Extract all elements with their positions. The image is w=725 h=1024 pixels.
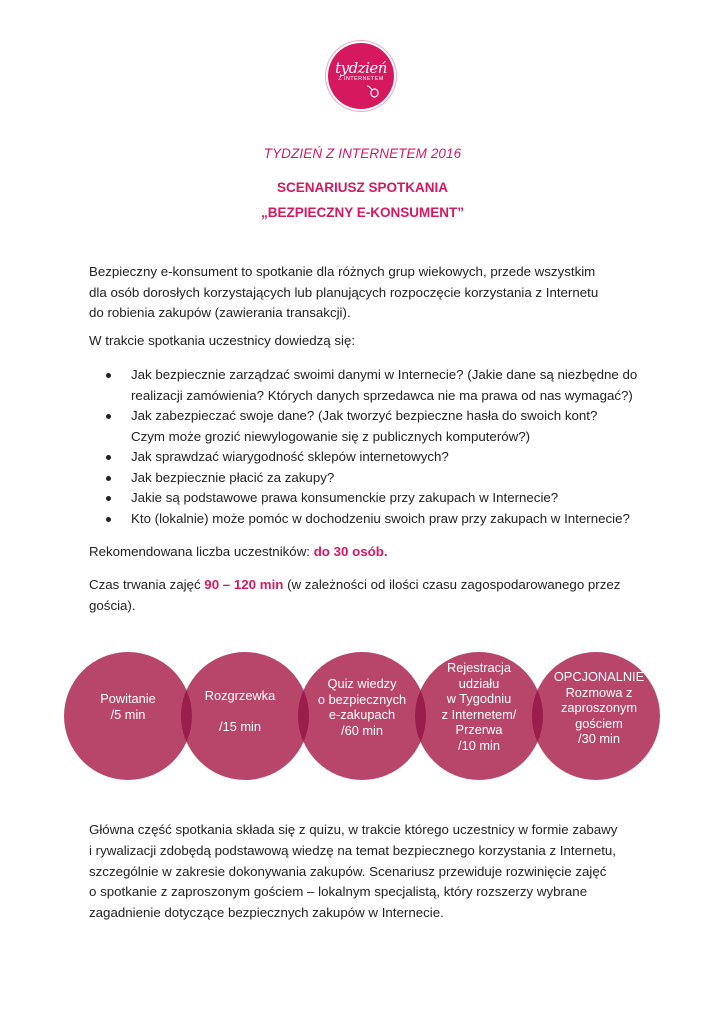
- stage-label: OPCJONALNIE Rozmowa z zaproszonym gościem /30 min: [553, 669, 645, 746]
- stage-label: Quiz wiedzy o bezpiecznych e-zakupach /60 min: [317, 676, 407, 738]
- duration-rest: gościa).: [89, 597, 136, 613]
- summary-line: i rywalizacji zdobędą podstawową wiedzę na temat bezpiecznego korzystania z Internetu,: [89, 842, 616, 858]
- list-item-text: Czym może grozić niewylogowanie się z publicznych komputerów?): [131, 428, 531, 444]
- bullet-icon: [106, 373, 111, 378]
- stage-label: Rejestracja udziału w Tygodniu z Internetem/ Przerwa /10 min: [441, 660, 517, 753]
- bullet-icon: [106, 414, 111, 419]
- summary-line: Główna część spotkania składa się z quizu, w trakcie którego uczestnicy w formie zabawy: [89, 822, 618, 837]
- list-item: [89, 406, 659, 447]
- recommended-value: do 30 osób.: [313, 544, 388, 559]
- list-item: [89, 365, 659, 406]
- duration-rest: (w zależności od ilości czasu zagospodarowanego przez: [283, 577, 621, 592]
- logo-subtitle: Z INTERNETEM: [338, 76, 384, 82]
- summary-paragraph: [89, 820, 649, 924]
- list-item: [89, 509, 659, 530]
- tydzien-z-internetem-logo: [328, 43, 394, 109]
- bullet-icon: [106, 476, 111, 481]
- list-item-text: Jakie są podstawowe prawa konsumenckie przy zakupach w Internecie?: [131, 490, 559, 505]
- bullet-icon: [106, 496, 111, 501]
- event-heading: TYDZIEŃ Z INTERNETEM 2016: [263, 146, 462, 161]
- list-item: [89, 468, 659, 489]
- learning-list: [89, 365, 659, 529]
- duration-value: 90 – 120 min: [204, 577, 284, 592]
- list-item-text: Jak sprawdzać wiarygodność sklepów internetowych?: [131, 449, 449, 464]
- list-item: [89, 447, 659, 468]
- intro-paragraph: [89, 262, 649, 324]
- list-item-text: Jak bezpiecznie płacić za zakupy?: [131, 469, 335, 485]
- duration-paragraph: [89, 575, 649, 616]
- intro-line: dla osób dorosłych korzystających lub planujących rozpoczęcie korzystania z Internetu: [89, 284, 599, 300]
- list-item: [89, 488, 659, 509]
- learn-intro: W trakcie spotkania uczestnicy dowiedzą się:: [89, 333, 356, 348]
- stage-label: Rozgrzewka /15 min: [204, 688, 276, 734]
- summary-line: o spotkanie z zaproszonym gościem – lokalnym specjalistą, który rozszerzy wybrane: [89, 884, 588, 900]
- recommended-participants: [89, 542, 649, 563]
- summary-line: szczególnie w zakresie dokonywania zakupów. Scenariusz przewiduje rozwinięcie zajęć: [89, 863, 607, 879]
- duration-label: Czas trwania zajęć: [89, 577, 205, 592]
- scenario-title: SCENARIUSZ SPOTKANIA: [276, 180, 448, 195]
- stage-label: Powitanie /5 min: [100, 691, 156, 722]
- list-item-text: Jak zabezpieczać swoje dane? (Jak tworzyć bezpieczne hasła do swoich kont?: [131, 408, 598, 423]
- intro-line: Bezpieczny e-konsument to spotkanie dla różnych grup wiekowych, przede wszystkim: [89, 264, 596, 279]
- bullet-icon: [106, 517, 111, 522]
- list-item-text: Kto (lokalnie) może pomóc w dochodzeniu swoich praw przy zakupach w Internecie?: [131, 510, 630, 526]
- mouse-icon: [366, 84, 380, 98]
- bullet-icon: [106, 455, 111, 460]
- recommended-label: Rekomendowana liczba uczestników:: [89, 544, 314, 559]
- agenda-diagram: [0, 636, 725, 796]
- list-item-text: Jak bezpiecznie zarządzać swoimi danymi w Internecie? (Jakie dane są niezbędne do: [131, 367, 638, 382]
- logo-wordmark: tydzień: [335, 59, 387, 77]
- summary-line: zagadnienie dotyczące bezpiecznych zakupów w Internecie.: [89, 905, 444, 921]
- scenario-subtitle: „BEZPIECZNY E-KONSUMENT”: [260, 205, 464, 220]
- intro-line: do robienia zakupów (zawierania transakcji).: [89, 305, 351, 320]
- list-item-text: realizacji zamówienia? Których danych sprzedawca nie ma prawa od nas wymagać?): [131, 387, 633, 403]
